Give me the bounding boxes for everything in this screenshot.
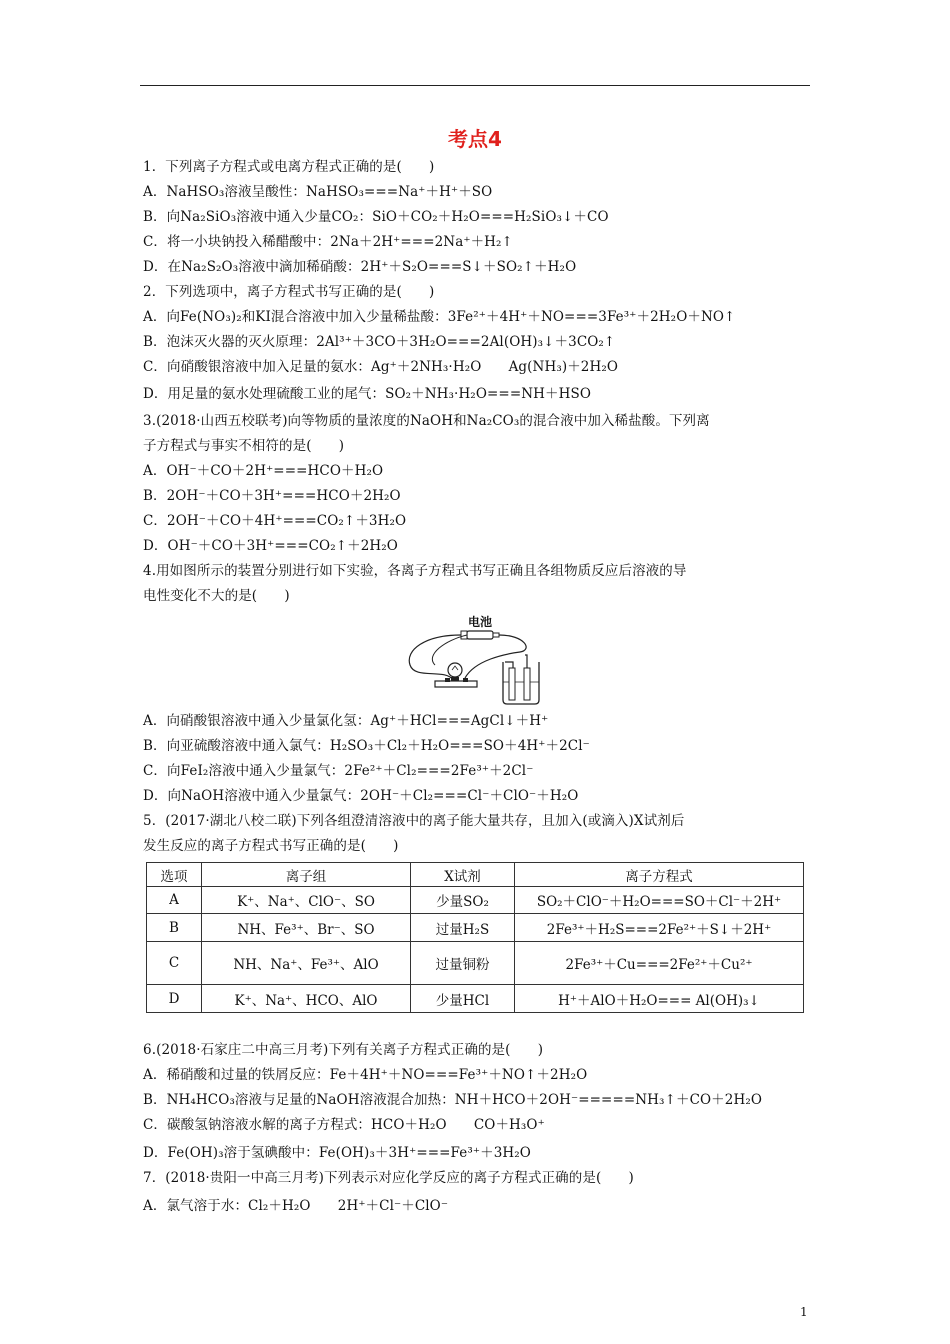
table-cell: A (147, 887, 202, 914)
page-title: 考点4 (448, 127, 502, 151)
table-cell: C (147, 942, 202, 985)
table-row (147, 887, 804, 914)
table-header-cell: 选项 (147, 863, 202, 887)
question-4-option-c: C．向FeI₂溶液中通入少量氯气：2Fe²⁺＋Cl₂===2Fe³⁺＋2Cl⁻ (143, 763, 534, 779)
page-number: 1 (800, 1305, 808, 1319)
table-header-cell: X试剂 (411, 863, 515, 887)
table-header-cell: 离子组 (202, 863, 411, 887)
table-cell: SO₂＋ClO⁻＋H₂O===SO＋Cl⁻＋2H⁺ (515, 887, 804, 914)
question-6-option-d: D．Fe(OH)₃溶于氢碘酸中：Fe(OH)₃＋3H⁺===Fe³⁺＋3H₂O (143, 1145, 531, 1161)
table-cell: D (147, 985, 202, 1013)
header-rule (140, 85, 810, 86)
question-4-stem-line-2: 电性变化不大的是( ) (143, 588, 290, 604)
table-cell: NH、Na⁺、Fe³⁺、AlO (202, 942, 411, 985)
question-1-option-c: C．将一小块钠投入稀醋酸中：2Na＋2H⁺===2Na⁺＋H₂↑ (143, 234, 513, 250)
table-header-row (147, 863, 804, 887)
question-3-stem-line-1: 3.(2018·山西五校联考)向等物质的量浓度的NaOH和Na₂CO₃的混合液中加入稀盐酸。下列离 (143, 413, 710, 429)
table-header-cell: 离子方程式 (515, 863, 804, 887)
question-2-option-b: B．泡沫灭火器的灭火原理：2Al³⁺＋3CO＋3H₂O===2Al(OH)₃↓＋3CO₂↑ (143, 334, 616, 350)
question-4-option-d: D．向NaOH溶液中通入少量氯气：2OH⁻＋Cl₂===Cl⁻＋ClO⁻＋H₂O (143, 788, 579, 804)
table-cell: 2Fe³⁺＋Cu===2Fe²⁺＋Cu²⁺ (515, 942, 804, 985)
question-4-stem-line-1: 4.用如图所示的装置分别进行如下实验，各离子方程式书写正确且各组物质反应后溶液的导 (143, 563, 687, 579)
table-cell: 过量铜粉 (411, 942, 515, 985)
table-cell: 过量H₂S (411, 914, 515, 942)
table-cell: H⁺＋AlO＋H₂O=== Al(OH)₃↓ (515, 985, 804, 1013)
table-cell: 2Fe³⁺＋H₂S===2Fe²⁺＋S↓＋2H⁺ (515, 914, 804, 942)
question-1-stem: 1．下列离子方程式或电离方程式正确的是( ) (143, 159, 435, 175)
question-4-option-b: B．向亚硫酸溶液中通入氯气：H₂SO₃＋Cl₂＋H₂O===SO＋4H⁺＋2Cl⁻ (143, 738, 590, 754)
table-row (147, 985, 804, 1013)
apparatus-drawing (405, 610, 555, 708)
question-6-option-b: B．NH₄HCO₃溶液与足量的NaOH溶液混合加热：NH＋HCO＋2OH⁻=====NH₃↑＋CO＋2H₂O (143, 1092, 763, 1108)
table-row (147, 914, 804, 942)
question-2-stem: 2．下列选项中，离子方程式书写正确的是( ) (143, 284, 435, 300)
question-4-option-a: A．向硝酸银溶液中通入少量氯化氢：Ag⁺＋HCl===AgCl↓＋H⁺ (143, 713, 549, 729)
question-2-option-c: C．向硝酸银溶液中加入足量的氨水：Ag⁺＋2NH₃·H₂O Ag(NH₃)＋2H₂O (143, 359, 619, 375)
question-3-option-b: B．2OH⁻＋CO＋3H⁺===HCO＋2H₂O (143, 488, 401, 504)
question-3-option-a: A．OH⁻＋CO＋2H⁺===HCO＋H₂O (143, 463, 384, 479)
question-3-stem-line-2: 子方程式与事实不相符的是( ) (143, 438, 345, 454)
table-cell: K⁺、Na⁺、HCO、AlO (202, 985, 411, 1013)
question-3-option-d: D．OH⁻＋CO＋3H⁺===CO₂↑＋2H₂O (143, 538, 398, 554)
question-7-stem: 7．(2018·贵阳一中高三月考)下列表示对应化学反应的离子方程式正确的是( ) (143, 1170, 634, 1186)
question-6-stem: 6.(2018·石家庄二中高三月考)下列有关离子方程式正确的是( ) (143, 1042, 544, 1058)
table-cell: 少量SO₂ (411, 887, 515, 914)
table-row (147, 942, 804, 985)
question-5-stem-line-2: 发生反应的离子方程式书写正确的是( ) (143, 838, 399, 854)
question-1-option-d: D．在Na₂S₂O₃溶液中滴加稀硝酸：2H⁺＋S₂O===S↓＋SO₂↑＋H₂O (143, 259, 577, 275)
question-1-option-a: A．NaHSO₃溶液呈酸性：NaHSO₃===Na⁺＋H⁺＋SO (143, 184, 493, 200)
table-cell: 少量HCl (411, 985, 515, 1013)
table-cell: B (147, 914, 202, 942)
question-3-option-c: C．2OH⁻＋CO＋4H⁺===CO₂↑＋3H₂O (143, 513, 407, 529)
question-5-stem-line-1: 5．(2017·湖北八校二联)下列各组澄清溶液中的离子能大量共存，且加入(或滴入)X试剂后 (143, 813, 685, 829)
conductivity-apparatus-figure (405, 610, 555, 708)
question-6-option-c: C．碳酸氢钠溶液水解的离子方程式：HCO＋H₂O CO＋H₃O⁺ (143, 1117, 545, 1133)
question-7-option-a: A．氯气溶于水：Cl₂＋H₂O 2H⁺＋Cl⁻＋ClO⁻ (143, 1198, 449, 1214)
battery-label: 电池 (467, 615, 493, 629)
question-6-option-a: A．稀硝酸和过量的铁屑反应：Fe＋4H⁺＋NO===Fe³⁺＋NO↑＋2H₂O (143, 1067, 588, 1083)
question-1-option-b: B．向Na₂SiO₃溶液中通入少量CO₂：SiO＋CO₂＋H₂O===H₂SiO₃↓＋CO (143, 209, 609, 225)
table-cell: K⁺、Na⁺、ClO⁻、SO (202, 887, 411, 914)
question-5-table (146, 862, 804, 1013)
question-2-option-d: D．用足量的氨水处理硫酸工业的尾气：SO₂＋NH₃·H₂O===NH＋HSO (143, 386, 592, 402)
question-2-option-a: A．向Fe(NO₃)₂和KI混合溶液中加入少量稀盐酸：3Fe²⁺＋4H⁺＋NO===3Fe³⁺＋2H₂O＋NO↑ (143, 309, 736, 325)
table-cell: NH、Fe³⁺、Br⁻、SO (202, 914, 411, 942)
